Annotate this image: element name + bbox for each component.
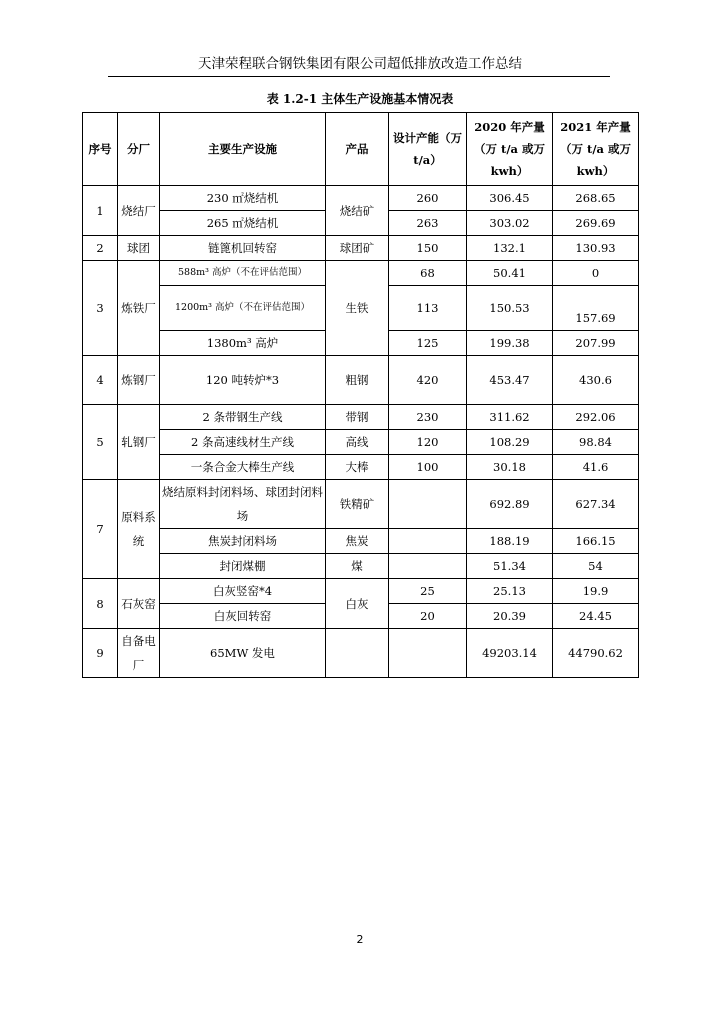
- table-row: [83, 554, 639, 579]
- row-2021: 627.34: [553, 480, 639, 529]
- table-row: [83, 430, 639, 455]
- row-product: 带钢: [326, 405, 389, 430]
- row-seq: 7: [83, 480, 118, 579]
- row-capacity: 68: [389, 261, 467, 286]
- row-capacity: 20: [389, 604, 467, 629]
- row-seq: 1: [83, 186, 118, 236]
- row-2020: 25.13: [467, 579, 553, 604]
- col-2021-header: 2021 年产量（万 t/a 或万 kwh）: [553, 113, 639, 186]
- row-product: 高线: [326, 430, 389, 455]
- row-plant: 球团: [118, 236, 160, 261]
- row-capacity: [389, 529, 467, 554]
- col-facility-header: 主要生产设施: [160, 113, 326, 186]
- row-seq: 8: [83, 579, 118, 629]
- row-plant: 轧钢厂: [118, 405, 160, 480]
- row-capacity: 120: [389, 430, 467, 455]
- col-seq-header: 序号: [83, 113, 118, 186]
- row-2021: 19.9: [553, 579, 639, 604]
- row-capacity: 150: [389, 236, 467, 261]
- row-capacity: [389, 629, 467, 678]
- row-facility: 白灰回转窑: [160, 604, 326, 629]
- table-row: [83, 236, 639, 261]
- document-header: 天津荣程联合钢铁集团有限公司超低排放改造工作总结: [198, 56, 522, 72]
- row-product: 焦炭: [326, 529, 389, 554]
- row-2020: 30.18: [467, 455, 553, 480]
- row-plant: 石灰窑: [118, 579, 160, 629]
- row-plant: 烧结厂: [118, 186, 160, 236]
- row-2021: 24.45: [553, 604, 639, 629]
- row-2021: 130.93: [553, 236, 639, 261]
- row-2020: 51.34: [467, 554, 553, 579]
- row-product: 铁精矿: [326, 480, 389, 529]
- row-facility: 588m³ 高炉（不在评估范围）: [160, 261, 326, 286]
- row-plant: 炼钢厂: [118, 356, 160, 405]
- row-2020: 188.19: [467, 529, 553, 554]
- row-capacity: 230: [389, 405, 467, 430]
- row-capacity: 125: [389, 331, 467, 356]
- row-product: 白灰: [326, 579, 389, 629]
- row-facility: 65MW 发电: [160, 629, 326, 678]
- row-facility: 一条合金大棒生产线: [160, 455, 326, 480]
- row-2020: 150.53: [467, 286, 553, 331]
- row-facility: 265 ㎡烧结机: [160, 211, 326, 236]
- row-capacity: [389, 480, 467, 529]
- row-facility: 2 条高速线材生产线: [160, 430, 326, 455]
- header-divider: [108, 76, 610, 77]
- row-2021: 166.15: [553, 529, 639, 554]
- row-facility: 白灰竖窑*4: [160, 579, 326, 604]
- row-capacity: 263: [389, 211, 467, 236]
- col-product-header: 产品: [326, 113, 389, 186]
- table-row: [83, 405, 639, 430]
- row-2021: 41.6: [553, 455, 639, 480]
- table-row: [83, 186, 639, 211]
- row-facility: 1200m³ 高炉（不在评估范围）: [160, 286, 326, 331]
- row-2020: 199.38: [467, 331, 553, 356]
- row-2020: 50.41: [467, 261, 553, 286]
- row-capacity: 25: [389, 579, 467, 604]
- row-2021: 98.84: [553, 430, 639, 455]
- row-capacity: [389, 554, 467, 579]
- row-2021: 44790.62: [553, 629, 639, 678]
- col-capacity-header: 设计产能（万 t/a）: [389, 113, 467, 186]
- row-seq: 4: [83, 356, 118, 405]
- row-2020: 20.39: [467, 604, 553, 629]
- row-2021: 269.69: [553, 211, 639, 236]
- row-2020: 108.29: [467, 430, 553, 455]
- row-product: 煤: [326, 554, 389, 579]
- row-2021: 157.69: [553, 286, 639, 331]
- row-2021: 54: [553, 554, 639, 579]
- row-2020: 311.62: [467, 405, 553, 430]
- row-2020: 453.47: [467, 356, 553, 405]
- table-caption: 表 1.2-1 主体生产设施基本情况表: [266, 92, 454, 106]
- table-row: [83, 261, 639, 286]
- table-row: [83, 455, 639, 480]
- row-product: [326, 629, 389, 678]
- row-facility: 2 条带钢生产线: [160, 405, 326, 430]
- col-plant-header: 分厂: [118, 113, 160, 186]
- row-capacity: 260: [389, 186, 467, 211]
- row-2021: 207.99: [553, 331, 639, 356]
- table-header-row: [83, 113, 639, 186]
- table-row: [83, 480, 639, 529]
- row-product: 生铁: [326, 261, 389, 356]
- row-product: 粗钢: [326, 356, 389, 405]
- row-plant: 原料系统: [118, 480, 160, 579]
- row-2020: 49203.14: [467, 629, 553, 678]
- row-facility: 1380m³ 高炉: [160, 331, 326, 356]
- row-product: 大棒: [326, 455, 389, 480]
- row-facility: 链篦机回转窑: [160, 236, 326, 261]
- facilities-table: [82, 112, 639, 678]
- row-seq: 9: [83, 629, 118, 678]
- row-2021: 292.06: [553, 405, 639, 430]
- row-facility: 烧结原料封闭料场、球团封闭料场: [160, 480, 326, 529]
- row-capacity: 420: [389, 356, 467, 405]
- row-2021: 268.65: [553, 186, 639, 211]
- table-row: [83, 356, 639, 405]
- row-product: 烧结矿: [326, 186, 389, 236]
- row-seq: 2: [83, 236, 118, 261]
- row-seq: 5: [83, 405, 118, 480]
- row-capacity: 100: [389, 455, 467, 480]
- row-facility: 120 吨转炉*3: [160, 356, 326, 405]
- row-2020: 303.02: [467, 211, 553, 236]
- row-plant: 炼铁厂: [118, 261, 160, 356]
- row-2021: 0: [553, 261, 639, 286]
- row-2021: 430.6: [553, 356, 639, 405]
- row-2020: 132.1: [467, 236, 553, 261]
- row-product: 球团矿: [326, 236, 389, 261]
- table-row: [83, 579, 639, 604]
- row-seq: 3: [83, 261, 118, 356]
- table-row: [83, 629, 639, 678]
- row-facility: 230 ㎡烧结机: [160, 186, 326, 211]
- page-number: 2: [356, 933, 364, 946]
- row-facility: 封闭煤棚: [160, 554, 326, 579]
- col-2020-header: 2020 年产量（万 t/a 或万 kwh）: [467, 113, 553, 186]
- table-row: [83, 529, 639, 554]
- row-plant: 自备电厂: [118, 629, 160, 678]
- row-2020: 306.45: [467, 186, 553, 211]
- row-facility: 焦炭封闭料场: [160, 529, 326, 554]
- row-2020: 692.89: [467, 480, 553, 529]
- row-capacity: 113: [389, 286, 467, 331]
